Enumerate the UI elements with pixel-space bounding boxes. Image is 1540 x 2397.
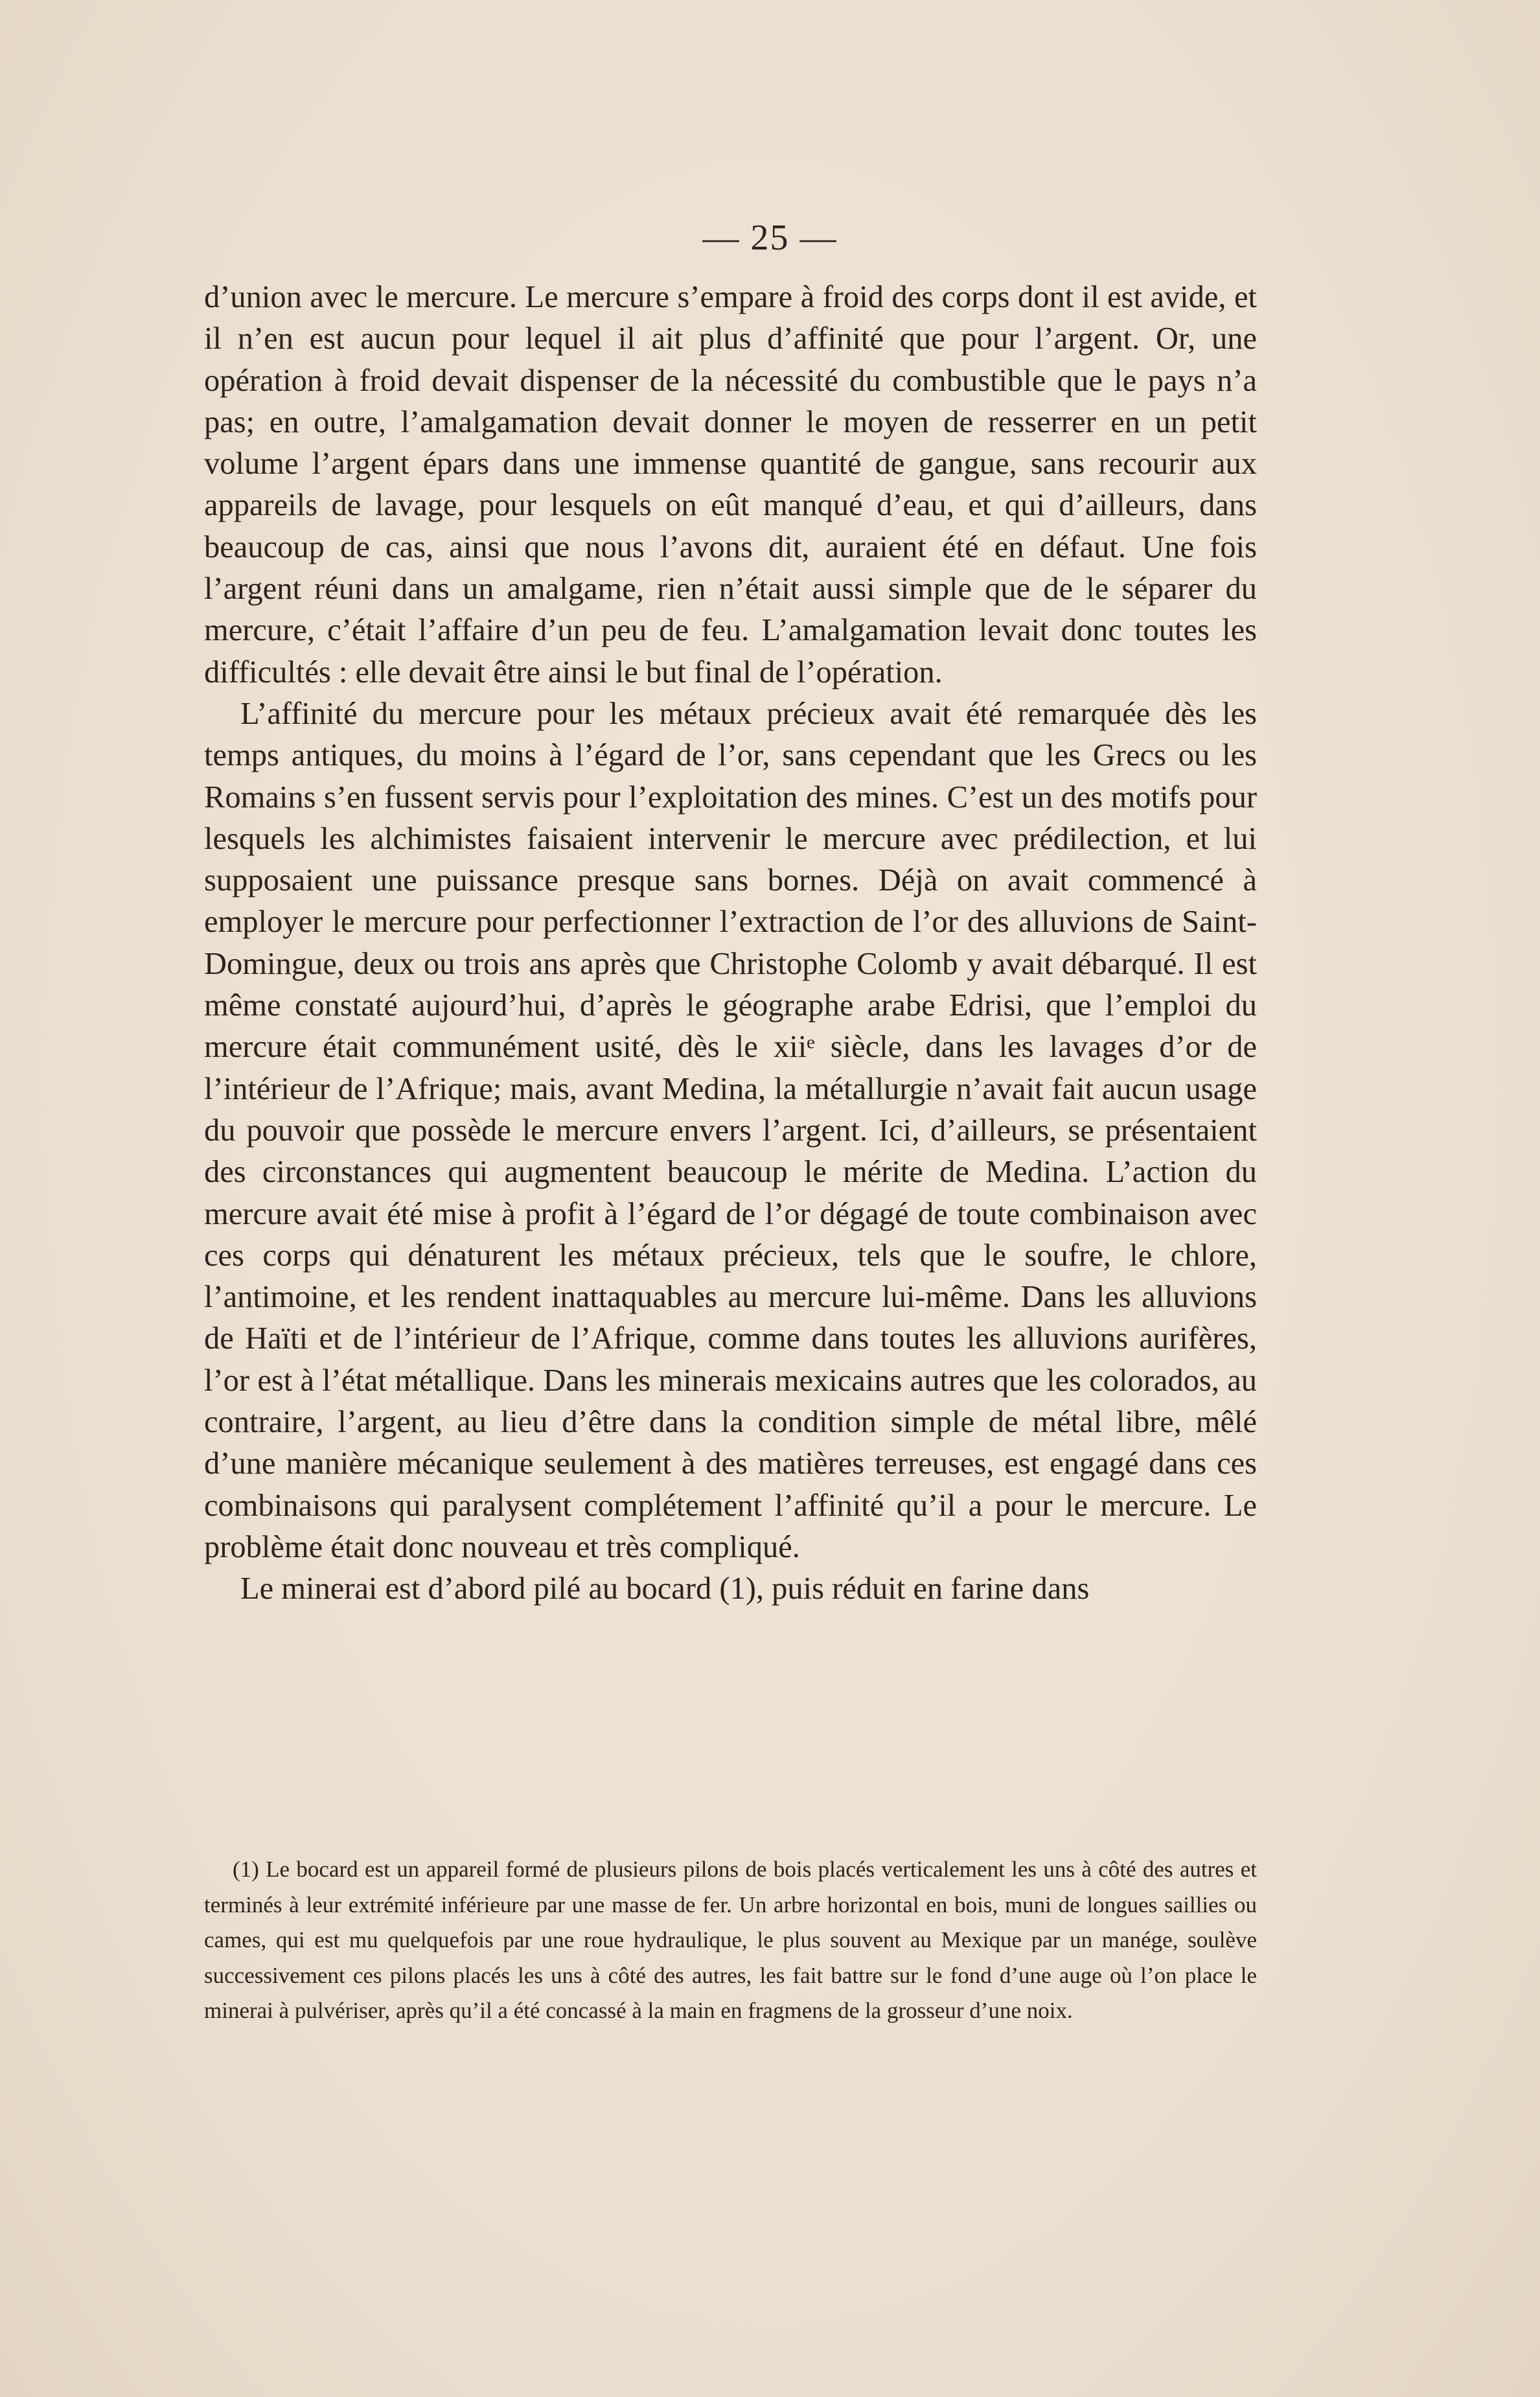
footnote: (1) Le bocard est un appareil formé de plusieurs pilons de bois placés verticalement les uns à côté des autres et terminés à leur extrémité inférieure par une masse de fer. Un arbre horizontal en bois, muni de longues saillies ou cames, qui est mu quelquefois par une roue hydraulique, le plus souvent au Mexique par un manége, soulève successivement ces pilons placés les uns à côté des autres, les fait battre sur le fond d’une auge où l’on place le minerai à pulvériser, après qu’il a été concassé à la main en fragmens de la grosseur d’une noix.	[204, 1857, 1257, 2023]
main-text	[204, 277, 1257, 1610]
paragraph-3: Le minerai est d’abord pilé au bocard (1), puis réduit en farine dans	[240, 1571, 1090, 1606]
page-number: — 25 —	[702, 218, 838, 258]
paragraph-1: d’union avec le mercure. Le mercure s’empare à froid des corps dont il est avide, et il n’en est aucun pour lequel il ait plus d’affinité que pour l’argent. Or, une opération à froid devait dispenser de la nécessité du combustible que le pays n’a pas; en outre, l’amalgamation devait donner le moyen de resserrer en un petit volume l’argent épars dans une immense quantité de gangue, sans recourir aux appareils de lavage, pour lesquels on eût manqué d’eau, et qui d’ailleurs, dans beaucoup de cas, ainsi que nous l’avons dit, auraient été en défaut. Une fois l’argent réuni dans un amalgame, rien n’était aussi simple que de le séparer du mercure, c’était l’affaire d’un peu de feu. L’amalgamation levait donc toutes les difficultés : elle devait être ainsi le but final de l’opération.	[204, 280, 1257, 689]
paragraph-2: L’affinité du mercure pour les métaux précieux avait été remarquée dès les temps antiques, du moins à l’égard de l’or, sans cependant que les Grecs ou les Romains s’en fussent servis pour l’exploitation des mines. C’est un des motifs pour lesquels les alchimistes faisaient intervenir le mercure avec prédilection, et lui supposaient une puissance presque sans bornes. Déjà on avait commencé à employer le mercure pour perfectionner l’extraction de l’or des alluvions de Saint-Domingue, deux ou trois ans après que Christophe Colomb y avait débarqué. Il est même constaté aujourd’hui, d’après le géographe arabe Edrisi, que l’emploi du mercure était communément usité, dès le xiiᵉ siècle, dans les lavages d’or de l’intérieur de l’Afrique; mais, avant Medina, la métallurgie n’avait fait aucun usage du pouvoir que possède le mercure envers l’argent. Ici, d’ailleurs, se présentaient des circonstances qui augmentent beaucoup le mérite de Medina. L’action du mercure avait été mise à profit à l’égard de l’or dégagé de toute combinaison avec ces corps qui dénaturent les métaux précieux, tels que le soufre, le chlore, l’antimoine, et les rendent inattaquables au mercure lui-même. Dans les alluvions de Haïti et de l’intérieur de l’Afrique, comme dans toutes les alluvions aurifères, l’or est à l’état métallique. Dans les minerais mexicains autres que les colorados, au contraire, l’argent, au lieu d’être dans la condition simple de métal libre, mêlé d’une manière mécanique seulement à des matières terreuses, est engagé dans ces combinaisons qui paralysent complétement l’affinité qu’il a pour le mercure. Le problème était donc nouveau et très compliqué.	[204, 696, 1257, 1564]
